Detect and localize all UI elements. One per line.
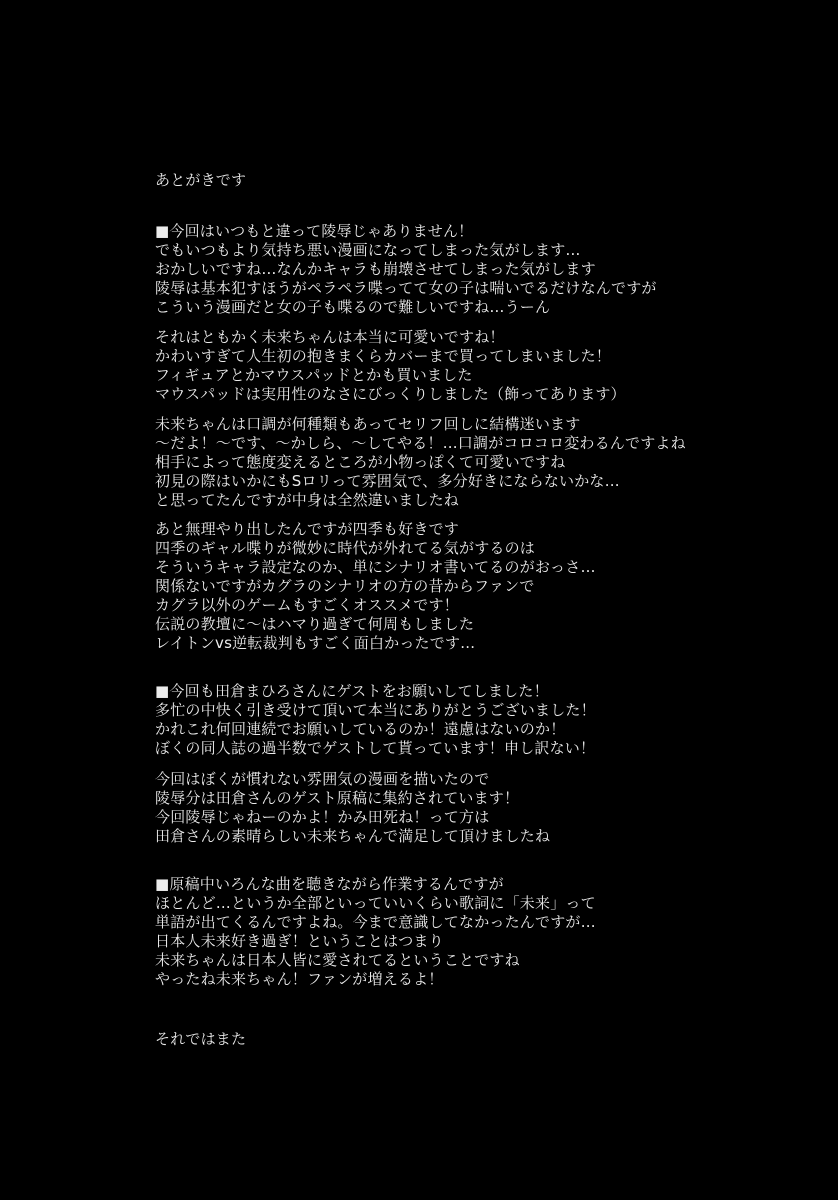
text-line: あと無理やり出したんですが四季も好きです (155, 520, 460, 538)
text-line: そういうキャラ設定なのか、単にシナリオ書いてるのがおっさ… (155, 558, 596, 576)
section-2-heading: ■今回も田倉まひろさんにゲストをお願いしてしました！ (155, 682, 549, 700)
text-line: 田倉さんの素晴らしい未来ちゃんで満足して頂けましたね (155, 827, 551, 845)
text-line: 陵辱は基本犯すほうがペラペラ喋ってて女の子は喘いでるだけなんですが (155, 279, 657, 297)
text-line: 今回はぼくが慣れない雰囲気の漫画を描いたので (155, 770, 490, 788)
text-line: 単語が出てくるんですよね。今まで意識してなかったんですが… (155, 913, 596, 931)
section-3-heading: ■原稿中いろんな曲を聴きながら作業するんですが (155, 875, 504, 893)
text-line: やったね未来ちゃん！ファンが増えるよ！ (155, 970, 444, 988)
text-line: でもいつもより気持ち悪い漫画になってしまった気がします… (155, 241, 581, 259)
text-line: 陵辱分は田倉さんのゲスト原稿に集約されています！ (155, 789, 520, 807)
text-line: 未来ちゃんは日本人皆に愛されてるということですね (155, 951, 520, 969)
text-line: 多忙の中快く引き受けて頂いて本当にありがとうございました！ (155, 701, 596, 719)
closing-line: それではまた (155, 1030, 247, 1048)
text-line: ～だよ！～です、～かしら、～してやる！…口調がコロコロ変わるんですよね (155, 434, 686, 452)
text-line: マウスパッドは実用性のなさにびっくりしました（飾ってあります） (155, 385, 626, 403)
text-line: 四季のギャル喋りが微妙に時代が外れてる気がするのは (155, 539, 536, 557)
text-line: 日本人未来好き過ぎ！ということはつまり (155, 932, 444, 950)
text-line: 伝説の教壇に～はハマり過ぎて何周もしました (155, 615, 475, 633)
text-line: レイトンvs逆転裁判もすごく面白かったです… (155, 634, 476, 652)
text-line: それはともかく未来ちゃんは本当に可愛いですね！ (155, 328, 505, 346)
text-line: ほとんど…というか全部といっていいくらい歌詞に「未来」って (155, 894, 596, 912)
text-line: カグラ以外のゲームもすごくオススメです！ (155, 596, 459, 614)
text-line: こういう漫画だと女の子も喋るので難しいですね…うーん (155, 298, 551, 316)
text-line: かれこれ何回連続でお願いしているのか！遠慮はないのか！ (155, 720, 566, 738)
text-line: かわいすぎて人生初の抱きまくらカバーまで買ってしまいました！ (155, 347, 612, 365)
text-line: 初見の際はいかにもSロリって雰囲気で、多分好きにならないかな… (155, 472, 620, 490)
text-line: 関係ないですがカグラのシナリオの方の昔からファンで (155, 577, 535, 595)
text-line: フィギュアとかマウスパッドとかも買いました (155, 366, 473, 384)
text-line: ぼくの同人誌の過半数でゲストして貰っています！申し訳ない！ (155, 739, 596, 757)
text-line: おかしいですね…なんかキャラも崩壊させてしまった気がします (155, 260, 596, 278)
text-line: 相手によって態度変えるところが小物っぽくて可愛いですね (155, 453, 566, 471)
text-line: 今回陵辱じゃねーのかよ！かみ田死ね！って方は (155, 808, 490, 826)
text-line: と思ってたんですが中身は全然違いましたね (155, 491, 460, 509)
text-line: 未来ちゃんは口調が何種類もあってセリフ回しに結構迷います (155, 415, 581, 433)
afterword-title: あとがきです (155, 171, 247, 189)
section-1-heading: ■今回はいつもと違って陵辱じゃありません！ (155, 222, 474, 240)
